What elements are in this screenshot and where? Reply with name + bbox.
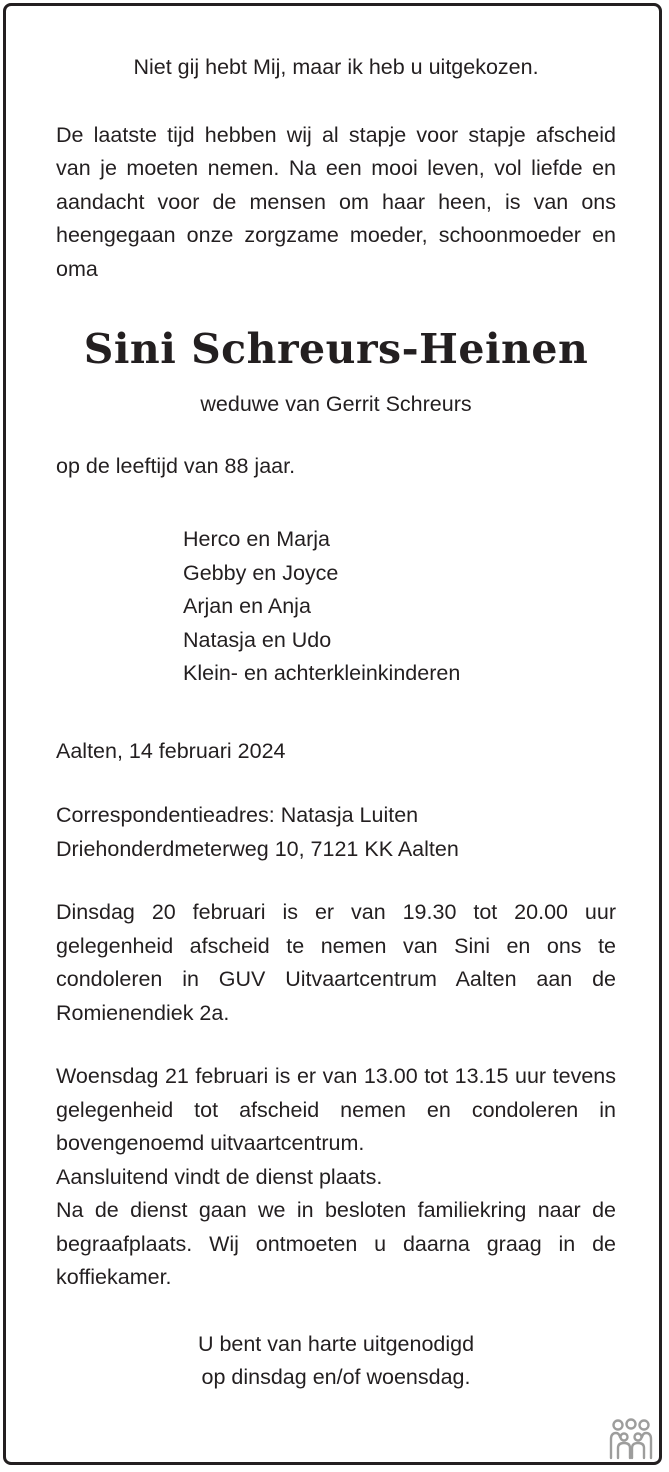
burial-info: Na de dienst gaan we in besloten familiekring naar de begraafplaats. Wij ontmoeten u daarna graag in de koffiekamer.	[56, 1198, 616, 1289]
people-group-icon	[608, 1418, 654, 1460]
family-member: Klein- en achterkleinkinderen	[183, 661, 461, 685]
deceased-name: Sini Schreurs-Heinen	[83, 325, 589, 373]
family-member: Arjan en Anja	[183, 594, 311, 618]
obituary-notice	[56, 44, 616, 1395]
tuesday-visitation: Dinsdag 20 februari is er van 19.30 tot 20.00 uur gelegenheid afscheid te nemen van Sini en ons te condoleren in GUV Uitvaartcentrum Aalten aan de Romienendiek 2a.	[56, 900, 616, 1025]
intro-text: De laatste tijd hebben wij al stapje voor stapje afscheid van je moeten nemen. Na een mooi leven, vol liefde en aandacht voor de mensen om haar heen, is van ons heengegaan onze zorgzame moeder, schoonmoeder en oma	[56, 122, 616, 281]
bible-verse: Niet gij hebt Mij, maar ik heb u uitgekozen.	[133, 55, 539, 79]
family-list	[56, 523, 616, 691]
closing-line: U bent van harte uitgenodigd	[197, 1331, 475, 1356]
wednesday-service	[56, 1060, 616, 1295]
age-line: op de leeftijd van 88 jaar.	[56, 453, 296, 478]
family-member: Natasja en Udo	[183, 627, 332, 652]
family-member: Gebby en Joyce	[183, 560, 339, 585]
correspondence-address	[56, 799, 616, 866]
family-member: Herco en Marja	[183, 527, 330, 551]
wednesday-condolence: Woensdag 21 februari is er van 13.00 tot 13.15 uur tevens gelegenheid tot afscheid nemen en condoleren in bovengenoemd uitvaartcentrum.	[56, 1064, 616, 1155]
address-line: Driehonderdmeterweg 10, 7121 KK Aalten	[56, 836, 459, 861]
closing-line: op dinsdag en/of woensdag.	[201, 1365, 471, 1389]
widow-line: weduwe van Gerrit Schreurs	[200, 392, 472, 416]
correspondence-line: Correspondentieadres: Natasja Luiten	[56, 803, 419, 827]
place-date: Aalten, 14 februari 2024	[56, 738, 286, 763]
service-line: Aansluitend vindt de dienst plaats.	[56, 1164, 383, 1189]
closing-invitation	[56, 1328, 616, 1395]
